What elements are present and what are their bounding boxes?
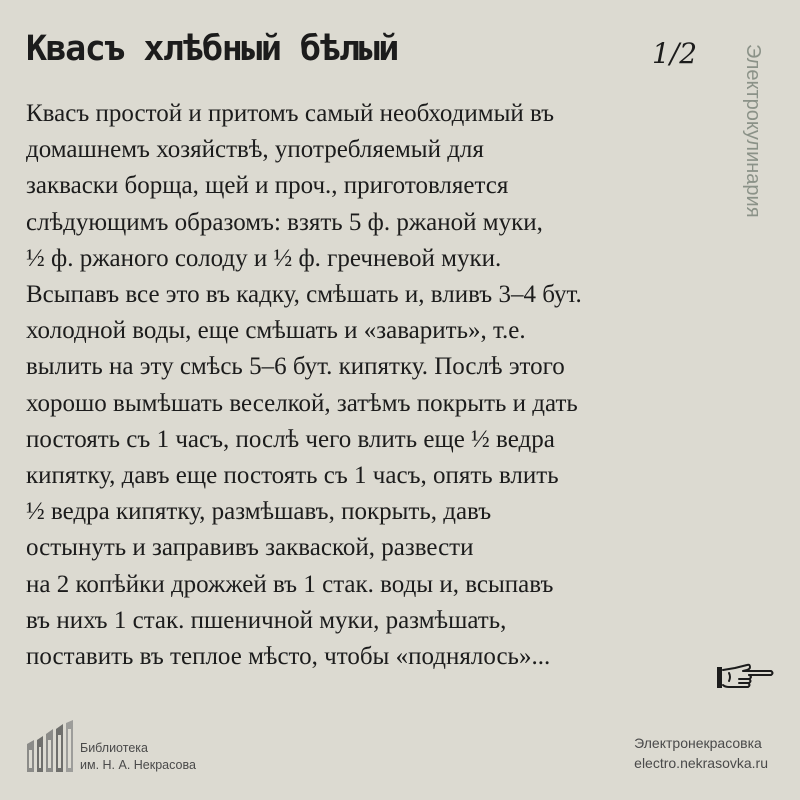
site-url-link[interactable]: electro.nekrasovka.ru bbox=[634, 755, 768, 771]
library-name-line2: им. Н. А. Некрасова bbox=[80, 758, 196, 772]
recipe-line: ½ ведра кипятку, размѣшавъ, покрыть, давъ bbox=[26, 498, 492, 526]
recipe-line: Квасъ простой и притомъ самый необходимый въ bbox=[26, 100, 555, 127]
library-name bbox=[80, 740, 196, 774]
recipe-line: на 2 копѣйки дрожжей въ 1 стак. воды и, всыпавъ bbox=[26, 570, 554, 598]
recipe-line: закваски борща, щей и проч., приготовляется bbox=[26, 172, 509, 200]
recipe-line: хорошо вымѣшать веселкой, затѣмъ покрыть и дать bbox=[26, 389, 578, 417]
recipe-line: въ нихъ 1 стак. пшеничной муки, размѣшать, bbox=[26, 606, 507, 634]
library-logo-icon bbox=[25, 720, 75, 772]
page-indicator: 1/2 bbox=[652, 37, 698, 70]
site-name: Электронекрасовка bbox=[634, 735, 762, 751]
recipe-line: слѣдующимъ образомъ: взять 5 ф. ржаной муки, bbox=[26, 208, 543, 236]
recipe-line: ½ ф. ржаного солоду и ½ ф. гречневой муки. bbox=[26, 244, 502, 272]
recipe-text bbox=[26, 96, 726, 675]
pointing-hand-icon[interactable] bbox=[715, 662, 775, 692]
page-title: Квасъ хлѣбный бѣлый bbox=[26, 29, 398, 69]
section-label: Электрокулинария bbox=[742, 44, 764, 218]
site-info bbox=[634, 733, 768, 773]
recipe-line: домашнемъ хозяйствѣ, употребляемый для bbox=[26, 136, 484, 164]
library-name-line1: Библиотека bbox=[80, 741, 148, 755]
recipe-line: вылить на эту смѣсь 5–6 бут. кипятку. Послѣ этого bbox=[26, 353, 565, 381]
recipe-line: холодной воды, еще смѣшать и «заварить», т.е. bbox=[26, 317, 526, 345]
recipe-line: поставить въ теплое мѣсто, чтобы «поднялось»... bbox=[26, 643, 551, 671]
recipe-line: постоять съ 1 часъ, послѣ чего влить еще ½ ведра bbox=[26, 425, 555, 453]
recipe-line: кипятку, давъ еще постоять съ 1 часъ, опять влить bbox=[26, 462, 559, 490]
recipe-line: остынуть и заправивъ закваской, развести bbox=[26, 534, 474, 562]
recipe-line: Всыпавъ все это въ кадку, смѣшать и, вливъ 3–4 бут. bbox=[26, 281, 582, 309]
